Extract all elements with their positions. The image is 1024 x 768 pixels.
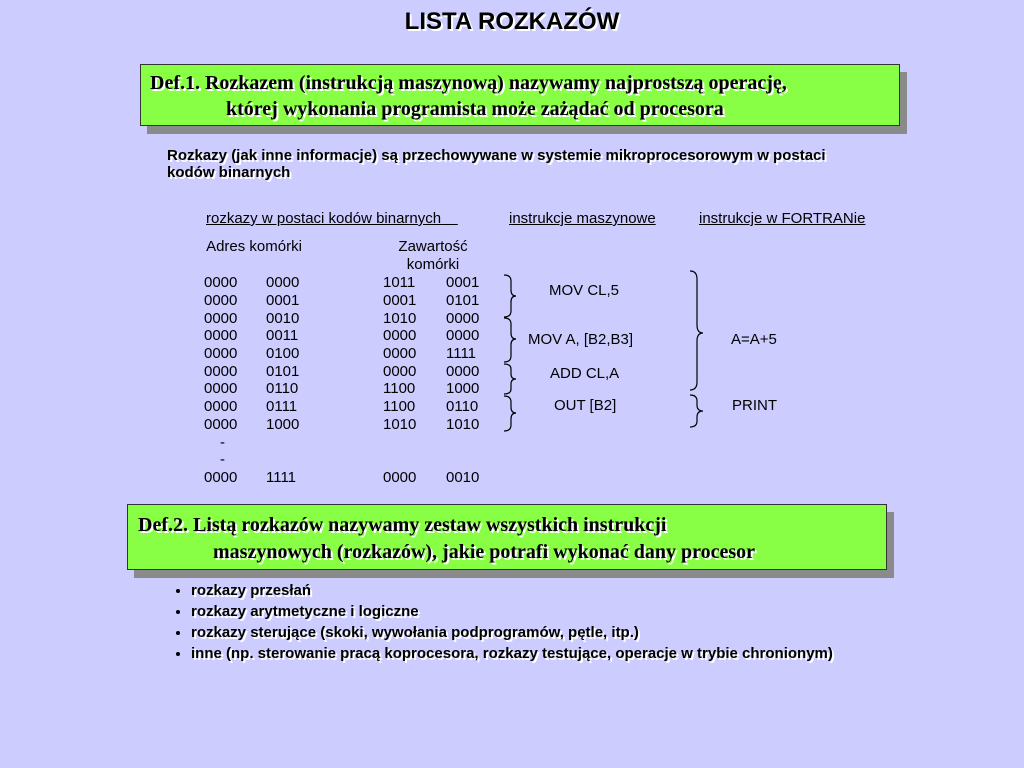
instruction-add: ADD CL,A — [550, 365, 620, 382]
brace-mov-cl — [504, 275, 516, 317]
content-header: Zawartość komórki — [398, 238, 468, 273]
fortran-print: PRINT — [732, 397, 777, 414]
ellipsis-dash: - — [220, 451, 225, 468]
ellipsis-dash: - — [220, 434, 225, 451]
fortran-assign: A=A+5 — [731, 331, 777, 348]
instruction-mov-a: MOV A, [B2,B3] — [528, 331, 634, 348]
list-item: • inne (np. sterowanie pracą koprocesora, rozkazy testujące, operacje w trybie chronionym) — [191, 643, 871, 664]
instruction-categories-list — [165, 580, 871, 664]
list-item: • rozkazy sterujące (skoki, wywołania podprogramów, pętle, itp.) — [191, 622, 871, 643]
column-header-fortran: instrukcje w FORTRANie — [699, 210, 866, 227]
brace-mov-a — [504, 318, 516, 362]
list-item: • rozkazy arytmetyczne i logiczne — [191, 601, 871, 622]
brace-add — [504, 364, 516, 394]
address-header: Adres komórki — [206, 238, 302, 255]
brace-fortran-print — [690, 395, 703, 427]
list-item: • rozkazy przesłań — [191, 580, 871, 601]
definition-2-box — [127, 504, 887, 570]
definition-1-line-1: Def.1. Rozkazem (instrukcją maszynową) nazywamy najprostszą operację, — [150, 72, 787, 94]
intro-text: Rozkazy (jak inne informacje) są przechowywane w systemie mikroprocesorowym w postaci kodów binarnych — [167, 147, 826, 181]
column-header-machine: instrukcje maszynowe — [509, 210, 656, 227]
definition-2-line-1: Def.2. Listą rozkazów nazywamy zestaw wszystkich instrukcji — [138, 514, 667, 536]
instruction-mov-cl: MOV CL,5 — [549, 282, 620, 299]
page-title: LISTA ROZKAZÓW — [404, 8, 620, 35]
brace-out — [504, 396, 516, 431]
definition-1-line-2: której wykonania programista może zażądać od procesora — [226, 98, 724, 120]
brace-fortran-assign — [690, 271, 703, 390]
definition-2-line-2: maszynowych (rozkazów), jakie potrafi wykonać dany procesor — [213, 541, 756, 563]
column-header-binary: rozkazy w postaci kodów binarnych — [206, 210, 442, 227]
instruction-out: OUT [B2] — [554, 397, 617, 414]
